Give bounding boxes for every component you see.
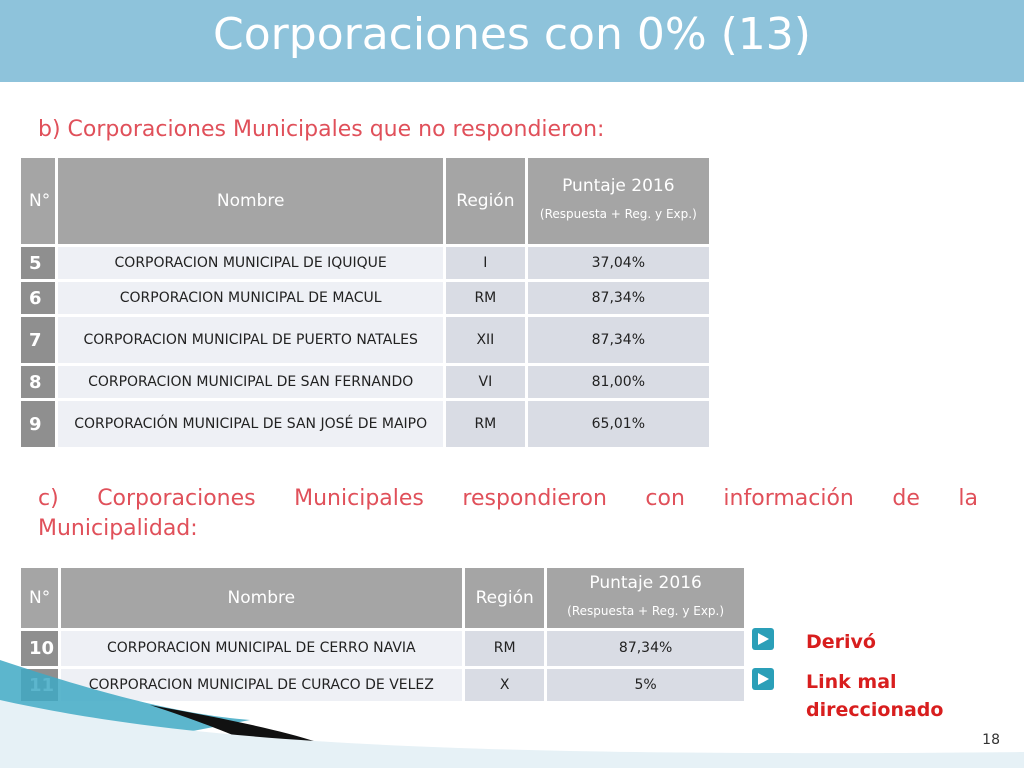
header-name: Nombre [58,158,443,244]
table-no-response [18,155,712,450]
row-score: 81,00% [528,366,709,398]
row-score: 87,34% [528,282,709,314]
note-link-line1: Link mal [806,671,897,693]
page-number: 18 [982,732,1000,748]
header-score [547,568,744,628]
section-b-heading: b) Corporaciones Municipales que no respondieron: [38,117,605,142]
row-name: CORPORACION MUNICIPAL DE MACUL [58,282,443,314]
row-num: 8 [21,366,55,398]
note-derivo: Derivó [806,631,876,653]
row-num: 6 [21,282,55,314]
row-num: 9 [21,401,55,447]
header-score-main: Puntaje 2016 [562,176,675,196]
header-name: Nombre [61,568,463,628]
header-score-sub: (Respuesta + Reg. y Exp.) [539,207,697,221]
row-region: VI [446,366,525,398]
header-region: Región [446,158,525,244]
row-num: 5 [21,247,55,279]
row-name: CORPORACION MUNICIPAL DE PUERTO NATALES [58,317,443,363]
header-score-main: Puntaje 2016 [589,573,702,593]
header-num: N° [21,568,58,628]
header-num: N° [21,158,55,244]
row-region: RM [446,401,525,447]
header-region: Región [465,568,544,628]
row-score: 37,04% [528,247,709,279]
row-name: CORPORACION MUNICIPAL DE SAN FERNANDO [58,366,443,398]
row-name: CORPORACIÓN MUNICIPAL DE SAN JOSÉ DE MAIPO [58,401,443,447]
row-region: XII [446,317,525,363]
table-row [21,282,709,314]
section-c-heading-line2: Municipalidad: [38,516,198,541]
row-region: I [446,247,525,279]
row-region: X [465,669,544,701]
decorative-swoosh [0,640,1024,768]
note-link-line2: direccionado [806,699,944,721]
table-row [21,247,709,279]
row-region: RM [446,282,525,314]
table-row [21,366,709,398]
row-score: 87,34% [528,317,709,363]
slide-title: Corporaciones con 0% (13) [213,9,811,60]
row-score: 5% [547,669,744,701]
row-score: 87,34% [547,631,744,666]
section-c-heading: c) Corporaciones Municipales respondieron con información de la [38,486,978,511]
row-name: CORPORACION MUNICIPAL DE IQUIQUE [58,247,443,279]
table-row [21,401,709,447]
row-score: 65,01% [528,401,709,447]
table-row [21,317,709,363]
row-num: 10 [21,631,58,666]
header-score [528,158,709,244]
row-name: CORPORACION MUNICIPAL DE CURACO DE VELEZ [61,669,463,701]
row-num: 7 [21,317,55,363]
row-name: CORPORACION MUNICIPAL DE CERRO NAVIA [61,631,463,666]
row-region: RM [465,631,544,666]
header-score-sub: (Respuesta + Reg. y Exp.) [567,604,725,618]
